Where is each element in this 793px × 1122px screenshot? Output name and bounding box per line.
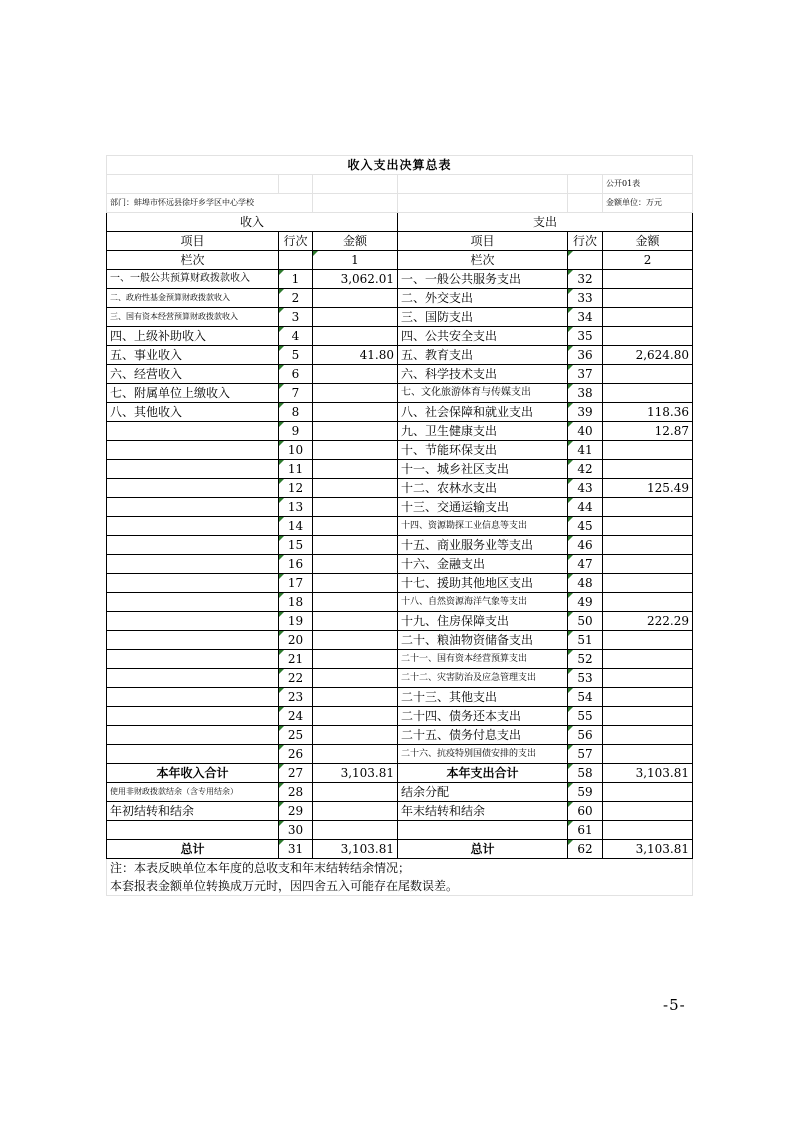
table-row <box>107 707 693 726</box>
income-amount <box>313 384 398 403</box>
income-item: 八、其他收入 <box>107 403 279 422</box>
income-row-number: 28 <box>279 783 313 802</box>
expense-row-number: 43 <box>568 479 603 498</box>
expense-amount <box>603 289 693 308</box>
table-row <box>107 308 693 327</box>
expense-amount <box>603 365 693 384</box>
expense-amount <box>603 783 693 802</box>
expense-amount <box>603 327 693 346</box>
expense-item: 九、卫生健康支出 <box>398 422 568 441</box>
income-amount <box>313 441 398 460</box>
expense-amount <box>603 669 693 688</box>
table-row <box>107 764 693 783</box>
income-row-number: 2 <box>279 289 313 308</box>
income-row-number: 1 <box>279 270 313 289</box>
expense-row-number: 32 <box>568 270 603 289</box>
expense-item: 年末结转和结余 <box>398 802 568 821</box>
income-amount <box>313 631 398 650</box>
income-amount <box>313 726 398 745</box>
expense-lanci-label: 栏次 <box>398 251 568 270</box>
income-item: 七、附属单位上缴收入 <box>107 384 279 403</box>
income-amount-header: 金额 <box>313 232 398 251</box>
income-item <box>107 745 279 764</box>
final-accounts-sheet <box>106 155 692 896</box>
expense-item: 六、科学技术支出 <box>398 365 568 384</box>
expense-item: 十三、交通运输支出 <box>398 498 568 517</box>
income-row-number: 21 <box>279 650 313 669</box>
income-item <box>107 650 279 669</box>
table-row <box>107 441 693 460</box>
income-row-number: 22 <box>279 669 313 688</box>
table-row <box>107 650 693 669</box>
expense-amount: 2,624.80 <box>603 346 693 365</box>
income-amount <box>313 498 398 517</box>
income-item: 六、经营收入 <box>107 365 279 384</box>
income-item <box>107 460 279 479</box>
expense-row-number: 35 <box>568 327 603 346</box>
expense-item: 总计 <box>398 840 568 859</box>
expense-row-number: 41 <box>568 441 603 460</box>
expense-lanci-value: 2 <box>603 251 693 270</box>
expense-row-number: 37 <box>568 365 603 384</box>
income-row-number: 23 <box>279 688 313 707</box>
income-lanci-value: 1 <box>313 251 398 270</box>
income-amount <box>313 593 398 612</box>
expense-item: 一、一般公共服务支出 <box>398 270 568 289</box>
expense-item: 二、外交支出 <box>398 289 568 308</box>
expense-row-number: 33 <box>568 289 603 308</box>
income-amount <box>313 536 398 555</box>
income-row-number: 17 <box>279 574 313 593</box>
expense-amount: 3,103.81 <box>603 764 693 783</box>
table-row <box>107 479 693 498</box>
expense-amount <box>603 517 693 536</box>
expense-amount: 12.87 <box>603 422 693 441</box>
income-item <box>107 821 279 840</box>
income-row-number: 9 <box>279 422 313 441</box>
expense-item: 三、国防支出 <box>398 308 568 327</box>
income-row-number: 3 <box>279 308 313 327</box>
table-row <box>107 270 693 289</box>
expense-item: 二十一、国有资本经营预算支出 <box>398 650 568 669</box>
table-row <box>107 536 693 555</box>
note-line-1: 注：本表反映单位本年度的总收支和年末结转结余情况； <box>107 859 693 878</box>
income-item <box>107 422 279 441</box>
income-row-number: 4 <box>279 327 313 346</box>
table-row <box>107 593 693 612</box>
table-row <box>107 726 693 745</box>
income-item <box>107 517 279 536</box>
income-amount: 3,062.01 <box>313 270 398 289</box>
expense-item: 四、公共安全支出 <box>398 327 568 346</box>
expense-amount <box>603 498 693 517</box>
income-amount <box>313 308 398 327</box>
income-row-number: 11 <box>279 460 313 479</box>
income-amount <box>313 403 398 422</box>
income-amount <box>313 555 398 574</box>
income-item: 三、国有资本经营预算财政拨款收入 <box>107 308 279 327</box>
expense-item: 十五、商业服务业等支出 <box>398 536 568 555</box>
income-lanci-label: 栏次 <box>107 251 279 270</box>
income-amount: 41.80 <box>313 346 398 365</box>
expense-item: 十七、援助其他地区支出 <box>398 574 568 593</box>
expense-row-number: 48 <box>568 574 603 593</box>
expense-amount <box>603 574 693 593</box>
expense-header: 支出 <box>398 213 693 232</box>
expense-row-number: 46 <box>568 536 603 555</box>
expense-item: 七、文化旅游体育与传媒支出 <box>398 384 568 403</box>
expense-item: 十八、自然资源海洋气象等支出 <box>398 593 568 612</box>
expense-amount <box>603 745 693 764</box>
table-row <box>107 745 693 764</box>
table-row <box>107 802 693 821</box>
expense-amount: 118.36 <box>603 403 693 422</box>
income-item: 五、事业收入 <box>107 346 279 365</box>
expense-amount <box>603 441 693 460</box>
income-row-number: 6 <box>279 365 313 384</box>
table-row <box>107 574 693 593</box>
table-row <box>107 422 693 441</box>
page-number: -5- <box>663 996 686 1014</box>
expense-row-number: 56 <box>568 726 603 745</box>
table-row <box>107 688 693 707</box>
expense-row-number: 51 <box>568 631 603 650</box>
income-item: 四、上级补助收入 <box>107 327 279 346</box>
expense-row-number: 59 <box>568 783 603 802</box>
table-row <box>107 403 693 422</box>
income-row-number: 18 <box>279 593 313 612</box>
table-row <box>107 631 693 650</box>
table-row <box>107 840 693 859</box>
expense-item <box>398 821 568 840</box>
income-amount: 3,103.81 <box>313 764 398 783</box>
income-amount <box>313 422 398 441</box>
expense-row-number: 40 <box>568 422 603 441</box>
expense-item: 十、节能环保支出 <box>398 441 568 460</box>
expense-item: 二十六、抗疫特别国债安排的支出 <box>398 745 568 764</box>
income-item <box>107 688 279 707</box>
expense-item: 结余分配 <box>398 783 568 802</box>
expense-amount <box>603 308 693 327</box>
expense-row-number: 53 <box>568 669 603 688</box>
income-amount <box>313 802 398 821</box>
income-row-number: 16 <box>279 555 313 574</box>
table-row <box>107 821 693 840</box>
income-item <box>107 726 279 745</box>
expense-amount: 125.49 <box>603 479 693 498</box>
expense-row-number: 42 <box>568 460 603 479</box>
income-item <box>107 536 279 555</box>
table-row <box>107 346 693 365</box>
income-item <box>107 707 279 726</box>
income-row-number: 26 <box>279 745 313 764</box>
expense-item: 二十、粮油物资储备支出 <box>398 631 568 650</box>
expense-row-number: 38 <box>568 384 603 403</box>
table-row <box>107 327 693 346</box>
income-item <box>107 593 279 612</box>
expense-amount <box>603 384 693 403</box>
income-amount <box>313 783 398 802</box>
department-label: 部门：蚌埠市怀远县徐圩乡学区中心学校 <box>107 194 313 213</box>
income-amount <box>313 612 398 631</box>
table-row <box>107 365 693 384</box>
income-amount <box>313 745 398 764</box>
income-row-number: 31 <box>279 840 313 859</box>
income-item <box>107 574 279 593</box>
expense-item: 二十五、债务付息支出 <box>398 726 568 745</box>
table-row <box>107 517 693 536</box>
income-amount <box>313 365 398 384</box>
income-amount <box>313 574 398 593</box>
table-row <box>107 555 693 574</box>
expense-amount <box>603 536 693 555</box>
income-row-number: 30 <box>279 821 313 840</box>
income-row-number: 7 <box>279 384 313 403</box>
income-item <box>107 498 279 517</box>
income-item <box>107 631 279 650</box>
expense-amount <box>603 726 693 745</box>
income-item-header: 项目 <box>107 232 279 251</box>
expense-amount <box>603 270 693 289</box>
income-amount: 3,103.81 <box>313 840 398 859</box>
income-row-number: 8 <box>279 403 313 422</box>
expense-row-number: 49 <box>568 593 603 612</box>
table-row <box>107 783 693 802</box>
income-row-number: 29 <box>279 802 313 821</box>
expense-amount: 222.29 <box>603 612 693 631</box>
income-item: 使用非财政拨款结余（含专用结余） <box>107 783 279 802</box>
expense-row-number: 50 <box>568 612 603 631</box>
income-row-number: 10 <box>279 441 313 460</box>
income-row-number: 13 <box>279 498 313 517</box>
income-item <box>107 555 279 574</box>
income-row-number: 19 <box>279 612 313 631</box>
expense-item: 二十四、债务还本支出 <box>398 707 568 726</box>
note-line-2: 本套报表金额单位转换成万元时，因四舍五入可能存在尾数误差。 <box>107 877 693 896</box>
page-title: 收入支出决算总表 <box>107 156 693 175</box>
expense-row-number: 52 <box>568 650 603 669</box>
table-row <box>107 498 693 517</box>
income-amount <box>313 688 398 707</box>
expense-row-number: 58 <box>568 764 603 783</box>
expense-item-header: 项目 <box>398 232 568 251</box>
income-row-number: 15 <box>279 536 313 555</box>
expense-item: 本年支出合计 <box>398 764 568 783</box>
income-row-number: 24 <box>279 707 313 726</box>
expense-row-number: 57 <box>568 745 603 764</box>
income-item <box>107 479 279 498</box>
income-amount <box>313 517 398 536</box>
expense-amount <box>603 802 693 821</box>
income-row-number: 25 <box>279 726 313 745</box>
expense-row-number: 36 <box>568 346 603 365</box>
income-item: 本年收入合计 <box>107 764 279 783</box>
expense-row-number: 62 <box>568 840 603 859</box>
income-item: 二、政府性基金预算财政拨款收入 <box>107 289 279 308</box>
expense-row-number: 47 <box>568 555 603 574</box>
income-item <box>107 441 279 460</box>
income-row-number: 20 <box>279 631 313 650</box>
expense-amount <box>603 593 693 612</box>
income-item: 一、一般公共预算财政拨款收入 <box>107 270 279 289</box>
income-expense-table <box>106 155 693 896</box>
table-row <box>107 612 693 631</box>
income-item <box>107 669 279 688</box>
expense-row-number: 61 <box>568 821 603 840</box>
income-amount <box>313 821 398 840</box>
income-item: 总计 <box>107 840 279 859</box>
expense-item: 十六、金融支出 <box>398 555 568 574</box>
expense-amount <box>603 821 693 840</box>
expense-row-header: 行次 <box>568 232 603 251</box>
income-item: 年初结转和结余 <box>107 802 279 821</box>
table-row <box>107 460 693 479</box>
expense-item: 二十二、灾害防治及应急管理支出 <box>398 669 568 688</box>
expense-amount <box>603 707 693 726</box>
expense-amount: 3,103.81 <box>603 840 693 859</box>
expense-amount <box>603 555 693 574</box>
expense-amount <box>603 688 693 707</box>
table-row <box>107 384 693 403</box>
income-amount <box>313 707 398 726</box>
expense-amount <box>603 631 693 650</box>
income-amount <box>313 289 398 308</box>
unit-label: 金额单位：万元 <box>603 194 693 213</box>
expense-row-number: 54 <box>568 688 603 707</box>
expense-row-number: 44 <box>568 498 603 517</box>
income-row-number: 27 <box>279 764 313 783</box>
income-amount <box>313 650 398 669</box>
expense-item: 八、社会保障和就业支出 <box>398 403 568 422</box>
expense-item: 二十三、其他支出 <box>398 688 568 707</box>
expense-item: 十四、资源勘探工业信息等支出 <box>398 517 568 536</box>
expense-amount <box>603 460 693 479</box>
expense-row-number: 60 <box>568 802 603 821</box>
income-amount <box>313 479 398 498</box>
expense-row-number: 45 <box>568 517 603 536</box>
table-row <box>107 669 693 688</box>
income-row-number: 14 <box>279 517 313 536</box>
income-row-number: 5 <box>279 346 313 365</box>
expense-item: 十一、城乡社区支出 <box>398 460 568 479</box>
income-item <box>107 612 279 631</box>
expense-amount-header: 金额 <box>603 232 693 251</box>
income-header: 收入 <box>107 213 398 232</box>
expense-item: 五、教育支出 <box>398 346 568 365</box>
expense-item: 十九、住房保障支出 <box>398 612 568 631</box>
income-amount <box>313 460 398 479</box>
expense-row-number: 39 <box>568 403 603 422</box>
income-amount <box>313 669 398 688</box>
income-row-header: 行次 <box>279 232 313 251</box>
income-amount <box>313 327 398 346</box>
table-row <box>107 289 693 308</box>
expense-amount <box>603 650 693 669</box>
form-code: 公开01表 <box>603 175 693 194</box>
expense-row-number: 34 <box>568 308 603 327</box>
income-row-number: 12 <box>279 479 313 498</box>
expense-row-number: 55 <box>568 707 603 726</box>
expense-item: 十二、农林水支出 <box>398 479 568 498</box>
